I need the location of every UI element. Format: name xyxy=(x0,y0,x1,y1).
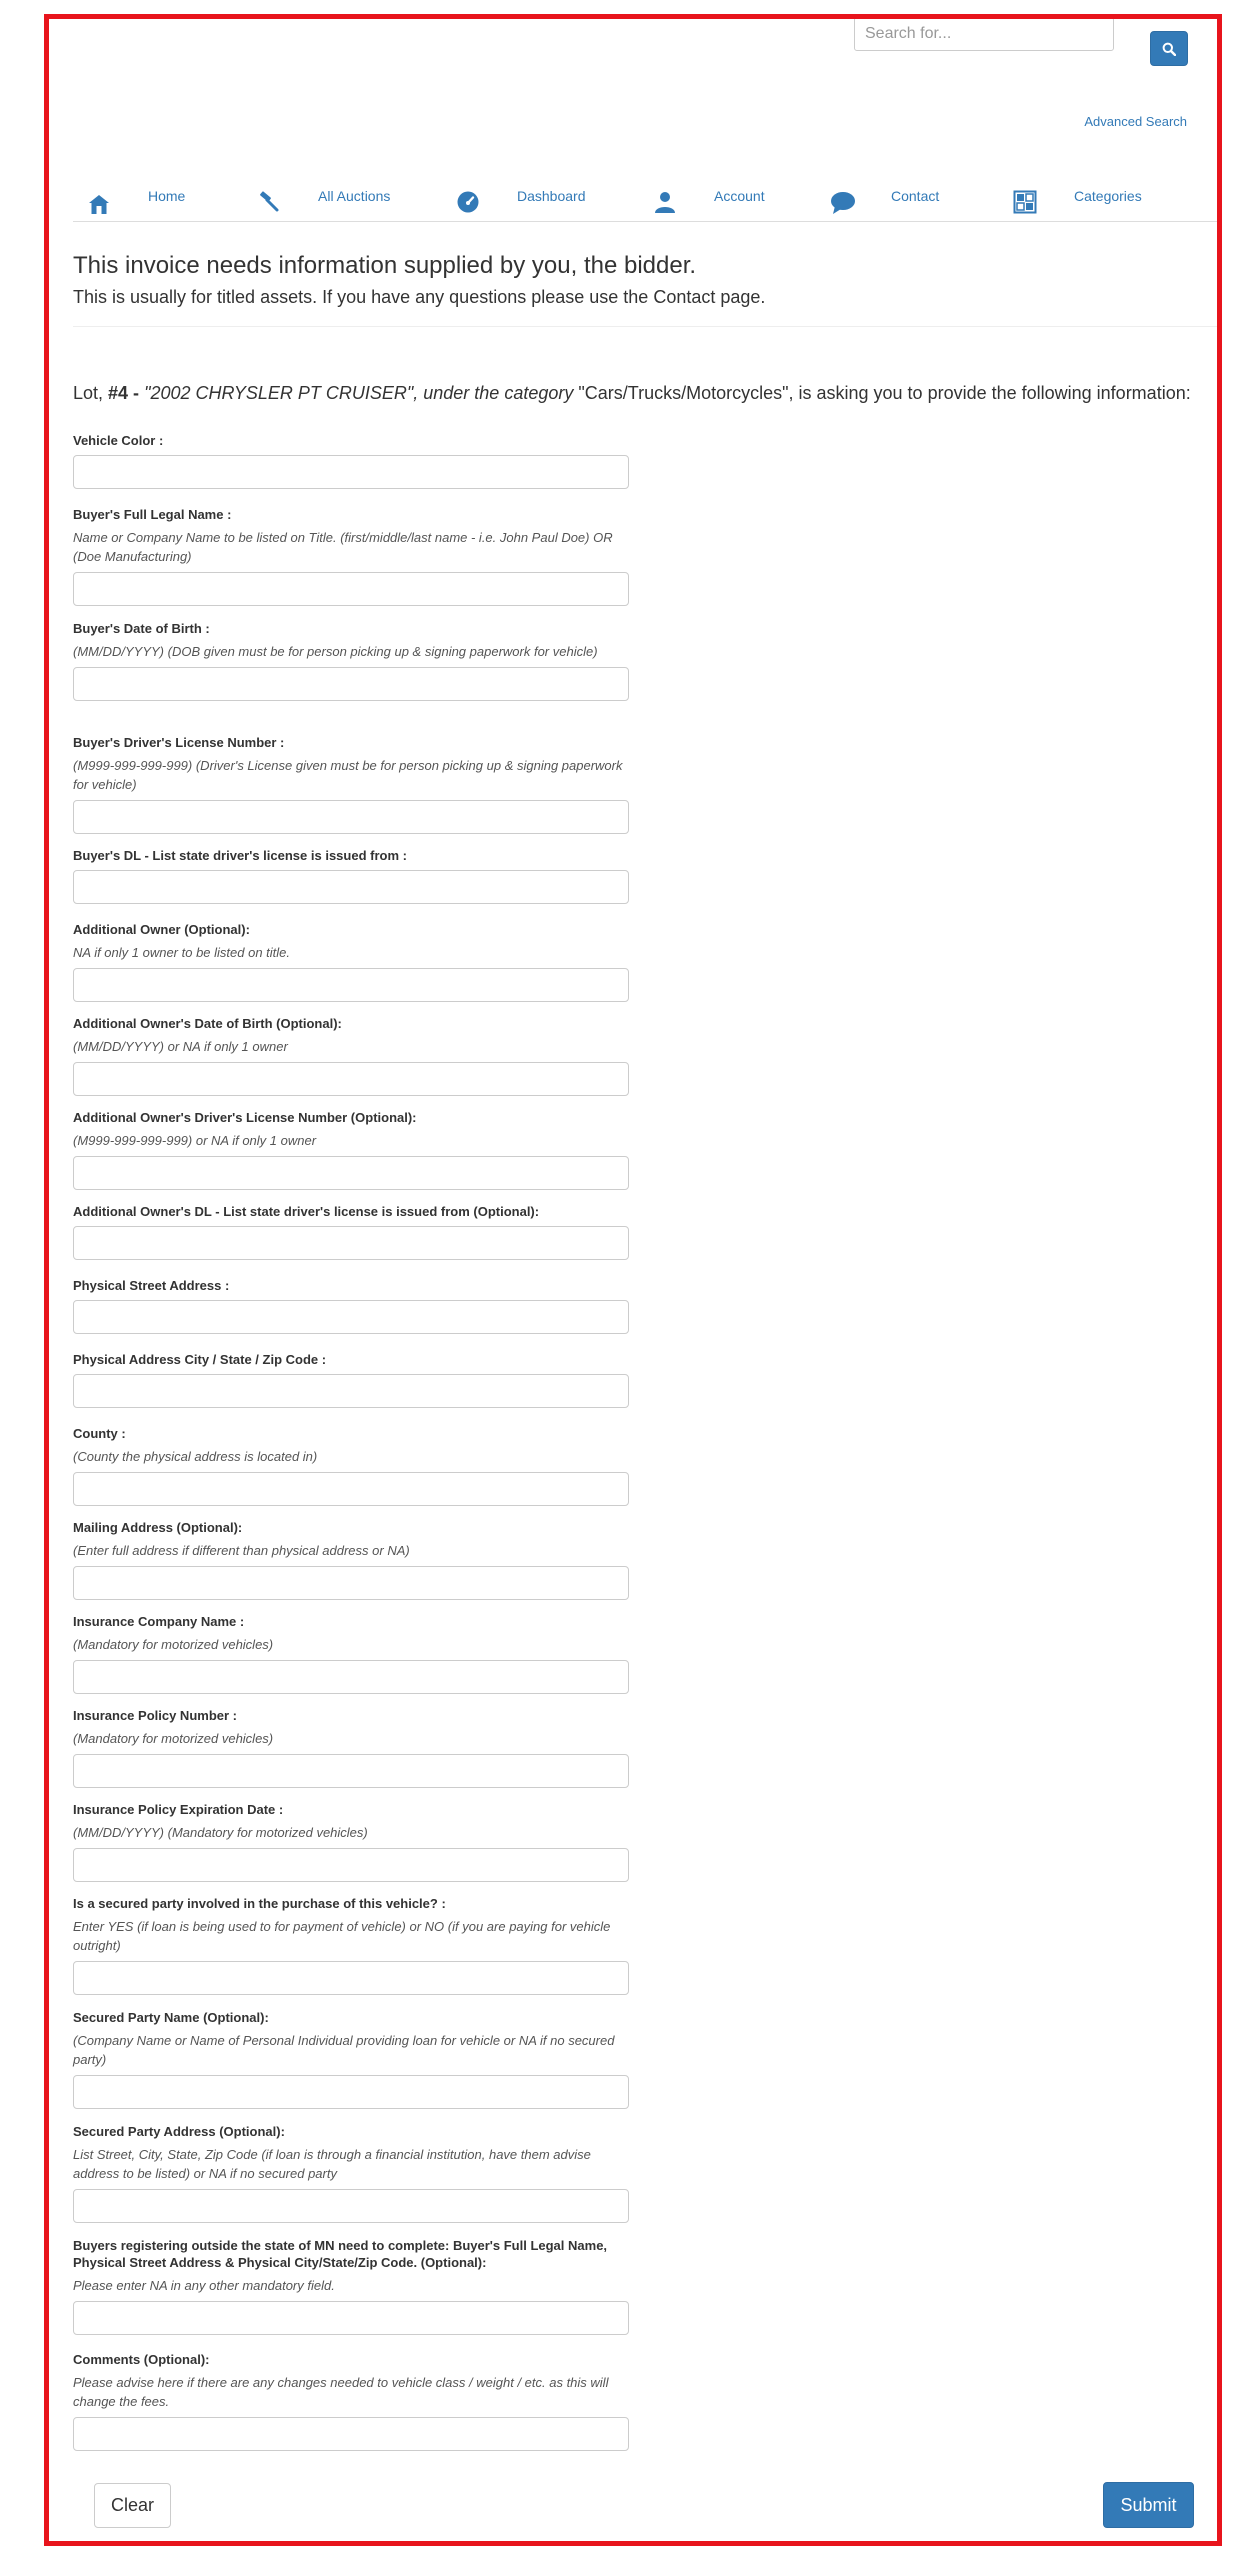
secured-party-address-input[interactable] xyxy=(73,2189,629,2223)
field-mailing-address xyxy=(73,1519,629,1600)
field-help: (Mandatory for motorized vehicles) xyxy=(73,1637,274,1652)
physical-street-address-input[interactable] xyxy=(73,1300,629,1334)
secured-party-involved-input[interactable] xyxy=(73,1961,629,1995)
field-out-of-state-buyers xyxy=(73,2237,629,2335)
buyer-drivers-license-number-input[interactable] xyxy=(73,800,629,834)
search-input[interactable] xyxy=(854,17,1114,51)
field-help: (Company Name or Name of Personal Individual providing loan for vehicle or NA if no secured party) xyxy=(73,2033,615,2067)
field-help: (MM/DD/YYYY) or NA if only 1 owner xyxy=(73,1039,288,1054)
field-help: (Enter full address if different than physical address or NA) xyxy=(73,1543,410,1558)
insurance-company-name-input[interactable] xyxy=(73,1660,629,1694)
field-label: Buyer's Date of Birth : xyxy=(73,621,210,636)
field-help: (MM/DD/YYYY) (DOB given must be for person picking up & signing paperwork for vehicle) xyxy=(73,644,598,659)
buyer-dl-state-input[interactable] xyxy=(73,870,629,904)
nav-label-categories: Categories xyxy=(1074,188,1142,204)
field-help: Please enter NA in any other mandatory field. xyxy=(73,2278,335,2293)
field-insurance-policy-expiration-date xyxy=(73,1801,629,1882)
search-button[interactable] xyxy=(1150,31,1188,66)
field-help: NA if only 1 owner to be listed on title. xyxy=(73,945,291,960)
chat-bubble-icon xyxy=(830,191,856,215)
nav-label-dashboard: Dashboard xyxy=(517,188,586,204)
lot-number: #4 - xyxy=(108,383,145,403)
submit-button[interactable]: Submit xyxy=(1103,2482,1194,2528)
lot-suffix: , is asking you to provide the following information: xyxy=(788,383,1191,403)
field-vehicle-color xyxy=(73,432,629,489)
field-physical-city-state-zip xyxy=(73,1351,629,1408)
search-icon xyxy=(1162,42,1176,56)
nav-label-contact: Contact xyxy=(891,188,940,204)
lot-prefix: Lot, xyxy=(73,383,109,403)
field-help: (Mandatory for motorized vehicles) xyxy=(73,1731,274,1746)
additional-owner-input[interactable] xyxy=(73,968,629,1002)
field-comments xyxy=(73,2351,629,2451)
field-help: Please advise here if there are any changes needed to vehicle class / weight / etc. as this will change the fees. xyxy=(73,2375,609,2409)
user-icon xyxy=(653,190,677,214)
additional-owner-date-of-birth-input[interactable] xyxy=(73,1062,629,1096)
field-label: Additional Owner's DL - List state driver's license is issued from (Optional): xyxy=(73,1204,540,1219)
field-label: Insurance Company Name : xyxy=(73,1614,245,1629)
physical-city-state-zip-input[interactable] xyxy=(73,1374,629,1408)
field-buyer-dl-state xyxy=(73,847,629,904)
field-secured-party-address xyxy=(73,2123,629,2223)
dashboard-icon xyxy=(456,190,480,214)
categories-icon xyxy=(1013,190,1037,214)
nav-item-account[interactable] xyxy=(653,174,783,220)
field-label: Buyer's DL - List state driver's license is issued from : xyxy=(73,848,407,863)
lot-category: "Cars/Trucks/Motorcycles" xyxy=(578,383,789,403)
nav-label-home: Home xyxy=(148,188,186,204)
field-insurance-company-name xyxy=(73,1613,629,1694)
field-label: Buyers registering outside the state of MN need to complete: Buyer's Full Legal Name, Physical Street Address & Physical City/State/Zip Code. (Optional): xyxy=(73,2238,608,2270)
vehicle-color-input[interactable] xyxy=(73,455,629,489)
comments-input[interactable] xyxy=(73,2417,629,2451)
field-insurance-policy-number xyxy=(73,1707,629,1788)
page-title: This invoice needs information supplied by you, the bidder. xyxy=(73,252,697,279)
field-additional-owner-date-of-birth xyxy=(73,1015,629,1096)
field-help: Name or Company Name to be listed on Title. (first/middle/last name - i.e. John Paul Doe) OR (Doe Manufacturing) xyxy=(73,530,613,564)
field-additional-owner-dl-state xyxy=(73,1203,629,1260)
out-of-state-buyers-input[interactable] xyxy=(73,2301,629,2335)
nav-item-contact[interactable] xyxy=(830,174,960,220)
field-secured-party-name xyxy=(73,2009,629,2109)
field-label: Vehicle Color : xyxy=(73,433,164,448)
field-buyer-full-legal-name xyxy=(73,506,629,606)
insurance-policy-number-input[interactable] xyxy=(73,1754,629,1788)
buyer-date-of-birth-input[interactable] xyxy=(73,667,629,701)
field-label: Additional Owner's Date of Birth (Optional): xyxy=(73,1016,342,1031)
nav-label-all-auctions: All Auctions xyxy=(318,188,391,204)
field-label: Physical Address City / State / Zip Code : xyxy=(73,1352,327,1367)
advanced-search-link[interactable]: Advanced Search xyxy=(1084,114,1187,129)
field-buyer-drivers-license-number xyxy=(73,734,629,834)
field-help: (M999-999-999-999) or NA if only 1 owner xyxy=(73,1133,317,1148)
lot-description xyxy=(73,383,1191,404)
field-label: Is a secured party involved in the purchase of this vehicle? : xyxy=(73,1896,446,1911)
field-secured-party-involved xyxy=(73,1895,629,1995)
field-help: (M999-999-999-999) (Driver's License given must be for person picking up & signing paperwork for vehicle) xyxy=(73,758,623,792)
page-frame xyxy=(44,14,1222,2546)
secured-party-name-input[interactable] xyxy=(73,2075,629,2109)
nav-item-dashboard[interactable] xyxy=(456,174,606,220)
field-label: Physical Street Address : xyxy=(73,1278,230,1293)
field-help: List Street, City, State, Zip Code (if loan is through a financial institution, have them advise address to be listed) or NA if no secured party xyxy=(73,2147,591,2181)
field-label: Secured Party Address (Optional): xyxy=(73,2124,285,2139)
field-label: Insurance Policy Number : xyxy=(73,1708,237,1723)
field-label: Buyer's Full Legal Name : xyxy=(73,507,232,522)
additional-owner-drivers-license-number-input[interactable] xyxy=(73,1156,629,1190)
nav-label-account: Account xyxy=(714,188,765,204)
field-label: Comments (Optional): xyxy=(73,2352,210,2367)
additional-owner-dl-state-input[interactable] xyxy=(73,1226,629,1260)
page-subtitle: This is usually for titled assets. If you have any questions please use the Contact page. xyxy=(73,287,766,307)
mailing-address-input[interactable] xyxy=(73,1566,629,1600)
clear-button[interactable]: Clear xyxy=(94,2483,171,2528)
field-help: (MM/DD/YYYY) (Mandatory for motorized vehicles) xyxy=(73,1825,368,1840)
nav-item-categories[interactable] xyxy=(1013,174,1163,220)
field-label: County : xyxy=(73,1426,126,1441)
county-input[interactable] xyxy=(73,1472,629,1506)
field-additional-owner-drivers-license-number xyxy=(73,1109,629,1190)
nav-item-all-auctions[interactable] xyxy=(257,174,407,220)
main-navigation xyxy=(73,174,1217,222)
field-label: Mailing Address (Optional): xyxy=(73,1520,243,1535)
field-additional-owner xyxy=(73,921,629,1002)
lot-title: "2002 CHRYSLER PT CRUISER", under the category xyxy=(144,383,579,403)
field-label: Insurance Policy Expiration Date : xyxy=(73,1802,284,1817)
divider xyxy=(73,326,1217,327)
field-physical-street-address xyxy=(73,1277,629,1334)
field-help: Enter YES (if loan is being used to for payment of vehicle) or NO (if you are paying for vehicle outright) xyxy=(73,1919,611,1953)
field-buyer-date-of-birth xyxy=(73,620,629,701)
field-label: Additional Owner (Optional): xyxy=(73,922,250,937)
insurance-policy-expiration-date-input[interactable] xyxy=(73,1848,629,1882)
gavel-icon xyxy=(257,189,281,213)
field-label: Additional Owner's Driver's License Number (Optional): xyxy=(73,1110,417,1125)
field-label: Secured Party Name (Optional): xyxy=(73,2010,269,2025)
home-icon xyxy=(87,192,111,216)
buyer-full-legal-name-input[interactable] xyxy=(73,572,629,606)
field-label: Buyer's Driver's License Number : xyxy=(73,735,285,750)
nav-item-home[interactable] xyxy=(87,174,207,220)
field-county xyxy=(73,1425,629,1506)
field-help: (County the physical address is located in) xyxy=(73,1449,318,1464)
